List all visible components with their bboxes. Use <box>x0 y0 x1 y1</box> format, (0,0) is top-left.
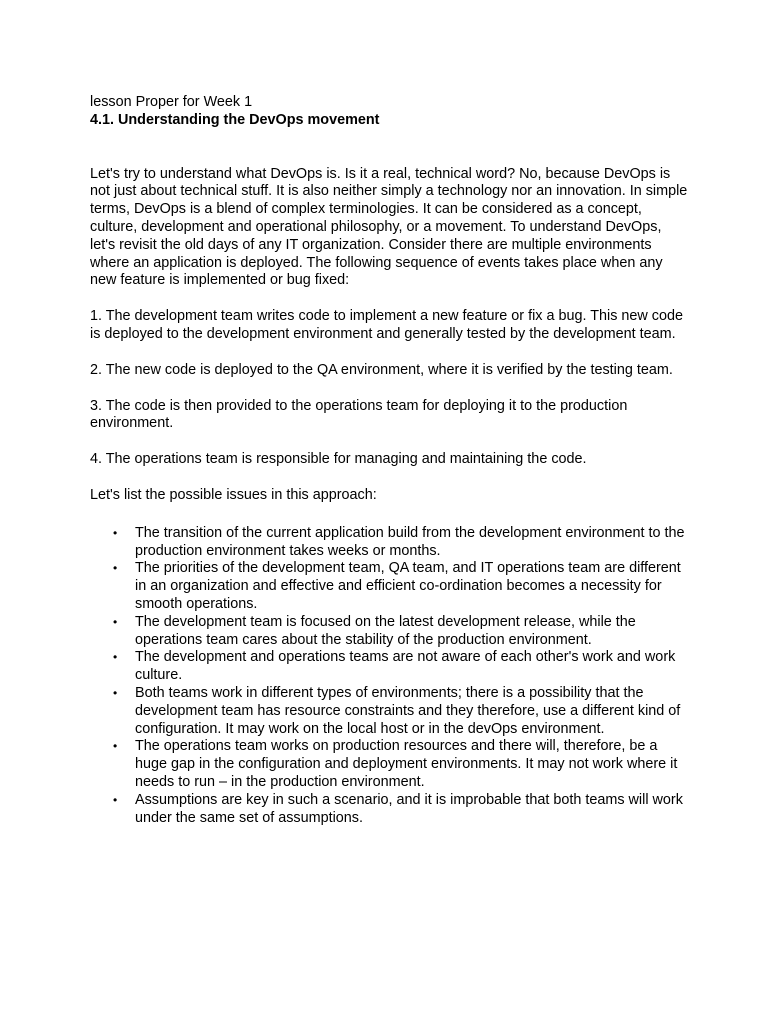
list-item <box>90 738 690 791</box>
step-paragraph: 3. The code is then provided to the operations team for deploying it to the production environment. <box>90 397 628 432</box>
document-page <box>90 94 690 827</box>
issues-list <box>90 525 690 828</box>
bullet-icon: • <box>113 561 118 576</box>
list-item <box>90 792 690 828</box>
bullet-icon: • <box>113 739 118 754</box>
list-item-text: Assumptions are key in such a scenario, and it is improbable that both teams will work under the same set of assumptions. <box>135 791 683 826</box>
list-item <box>90 560 690 613</box>
step-paragraph: 4. The operations team is responsible for managing and maintaining the code. <box>90 451 587 468</box>
lesson-label: lesson Proper for Week 1 <box>90 94 253 110</box>
list-item-text: Both teams work in different types of environments; there is a possibility that the development team has resource constraints and they therefore, use a different kind of configuration. It may work on the local host or in the devOps environment. <box>135 684 681 737</box>
list-item-text: The development team is focused on the latest development release, while the operations team cares about the stability of the production environment. <box>135 613 636 648</box>
step-paragraph: 2. The new code is deployed to the QA environment, where it is verified by the testing team. <box>90 361 673 378</box>
list-item-text: The transition of the current application build from the development environment to the production environment takes weeks or months. <box>135 524 685 559</box>
steps-list <box>90 308 690 469</box>
intro-paragraph: Let's try to understand what DevOps is. Is it a real, technical word? No, because DevOps is not just about technical stuff. It is also neither simply a technology nor an innovation. In simple terms, DevOps is a blend of complex terminologies. It can be considered as a concept, culture, development and operational philosophy, or a movement. To understand DevOps, let's revisit the old days of any IT organization. Consider there are multiple environments where an application is deployed. The following sequence of events takes place when any new feature is implemented or bug fixed: <box>90 165 688 289</box>
bullet-icon: • <box>113 650 118 665</box>
bullet-icon: • <box>113 614 118 629</box>
list-item <box>90 649 690 685</box>
list-item-text: The operations team works on production resources and there will, therefore, be a huge gap in the configuration and deployment environments. It may not work where it needs to run – in the production environment. <box>135 738 678 790</box>
list-item <box>90 614 690 650</box>
bullet-icon: • <box>113 792 118 807</box>
list-item <box>90 685 690 738</box>
list-item-text: The priorities of the development team, QA team, and IT operations team are different in an organization and effective and efficient co-ordination becomes a necessity for smooth operations. <box>135 560 681 612</box>
issues-lead: Let's list the possible issues in this approach: <box>90 486 377 503</box>
list-item <box>90 525 690 561</box>
bullet-icon: • <box>113 685 118 700</box>
list-item-text: The development and operations teams are not aware of each other's work and work culture. <box>135 649 676 684</box>
step-paragraph: 1. The development team writes code to implement a new feature or fix a bug. This new code is deployed to the development environment and generally tested by the development team. <box>90 308 684 342</box>
bullet-icon: • <box>113 525 118 540</box>
page-title: 4.1. Understanding the DevOps movement <box>90 111 380 128</box>
